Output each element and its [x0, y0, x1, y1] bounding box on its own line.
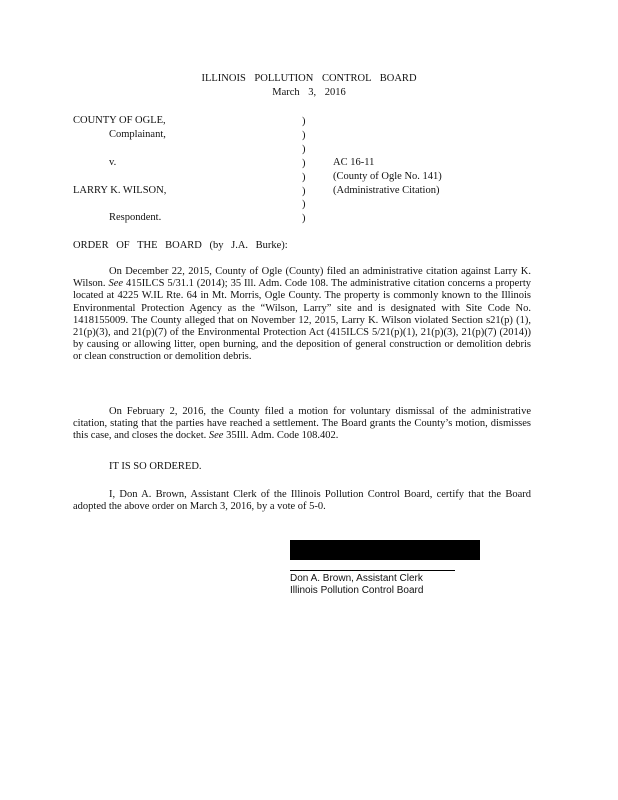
respondent-name: LARRY K. WILSON, [73, 185, 167, 196]
county-number: (County of Ogle No. 141) [333, 171, 442, 182]
versus-label: v. [109, 157, 117, 168]
complainant-role: Complainant, [109, 129, 166, 140]
signature-redaction-bar [290, 540, 480, 560]
document-date: March 3, 2016 [272, 87, 346, 98]
certification-paragraph: I, Don A. Brown, Assistant Clerk of the Illinois Pollution Control Board, certify that the Board adopted the above order on March 3, 2016, by a vote of 5-0. [73, 489, 531, 513]
signer-name: Don A. Brown, Assistant Clerk [290, 573, 423, 584]
order-heading: ORDER OF THE BOARD (by J.A. Burke): [73, 240, 288, 251]
caption-parentheses: ) ) ) ) ) ) ) ) [302, 116, 306, 225]
case-number: AC 16-11 [333, 157, 375, 168]
signature-line [290, 570, 455, 571]
signer-board: Illinois Pollution Control Board [290, 585, 424, 596]
respondent-role: Respondent. [109, 212, 162, 223]
so-ordered: IT IS SO ORDERED. [109, 461, 202, 472]
complainant-name: COUNTY OF OGLE, [73, 115, 166, 126]
document-title: ILLINOIS POLLUTION CONTROL BOARD [201, 73, 417, 84]
paragraph-1: On December 22, 2015, County of Ogle (County) filed an administrative citation against Larry K. Wilson. See 415ILCS 5/31.1 (2014); 35 Ill. Adm. Code 108. The administrative citation concerns a property located at 4225 W.IL Rte. 64 in Mt. Morris, Ogle County. The property is commonly known to the Illinois Environmental Protection Agency as the “Wilson, Larry” site and is designated with Site Code No. 1418155009. The County alleged that on November 12, 2015, Larry K. Wilson violated Section s21(p) (1), 21(p)(3), and 21(p)(7) of the Environmental Protection Act (415ILCS 5/21(p)(1), 21(p)(3), 21(p)(7) (2014)) by causing or allowing litter, open burning, and the deposition of general construction or demolition debris or clean construction or demolition debris. [73, 266, 531, 363]
paragraph-2: On February 2, 2016, the County filed a motion for voluntary dismissal of the administrative citation, stating that the parties have reached a settlement. The Board grants the County’s motion, dismisses this case, and closes the docket. See 35Ill. Adm. Code 108.402. [73, 406, 531, 442]
case-type: (Administrative Citation) [333, 185, 440, 196]
